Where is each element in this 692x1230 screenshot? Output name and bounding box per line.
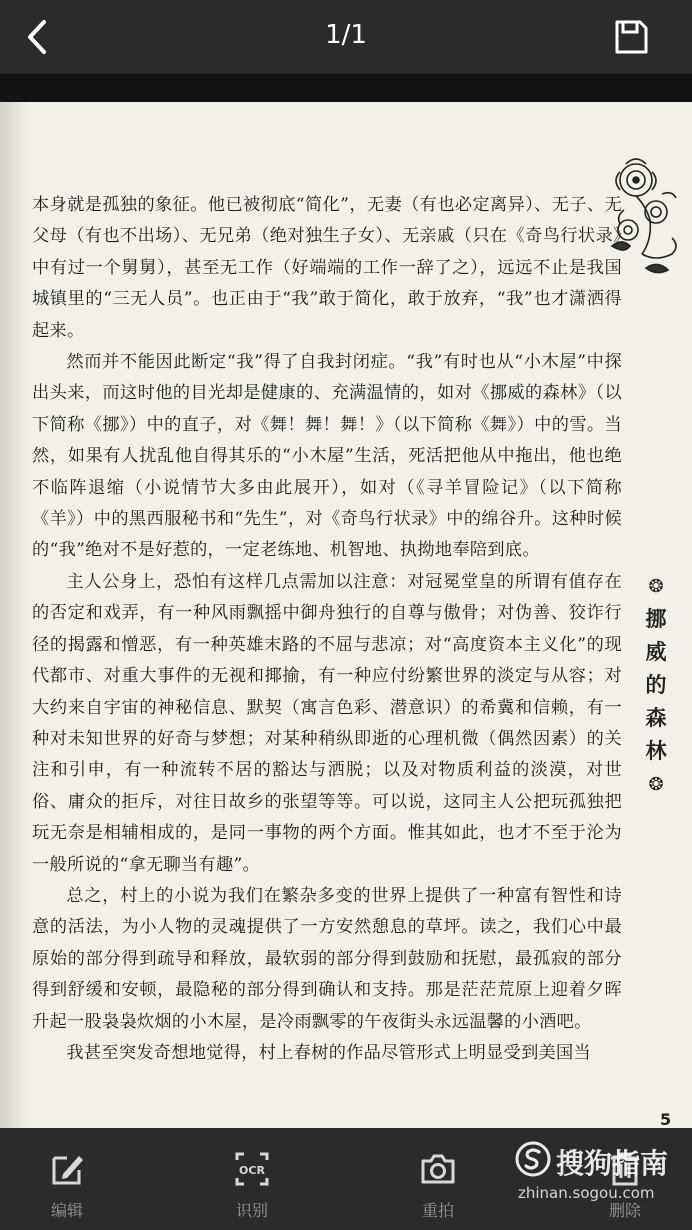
- paragraph: 主人公身上，恐怕有这样几点需加以注意：对冠冕堂皇的所谓有值存在的否定和戏弄，有一种风雨飘摇中御舟独行的自尊与傲骨；对伪善、狡诈行径的揭露和憎恶，有一种英雄末路的不屈与悲凉；对“高度资本主义化”的现代都市、对重大事件的无视和揶揄，有一种应付纷繁世界的淡定与从容；对大约来自宇宙的神秘信息、默契（寓言色彩、潜意识）的希冀和信赖，有一种对未知世界的好奇与梦想；对某种稍纵即逝的心理机微（偶然因素）的关注和引申，有一种流转不居的豁达与洒脱；以及对物质利益的淡漠，对世俗、庸众的拒斥，对往日故乡的张望等等。可以说，这同主人公把玩孤独把玩无奈是相辅相成的，是同一事物的两个方面。惟其如此，也才不至于沦为一般所说的“拿无聊当有趣”。: [32, 571, 622, 875]
- retake-button[interactable]: [393, 1150, 483, 1221]
- ocr-icon-text: OCR: [239, 1164, 265, 1177]
- sogou-watermark: [512, 1140, 692, 1220]
- side-title-char: 挪: [645, 607, 667, 631]
- delete-label: 删除: [608, 1201, 641, 1220]
- ornament-icon: ❂: [648, 576, 664, 597]
- page-number: 5: [660, 1110, 672, 1128]
- page-indicator: 1/1: [325, 20, 367, 50]
- paragraph: 本身就是孤独的象征。他已被彻底“简化”，无妻（有也必定离异）、无子、无父母（有也不出场）、无兄弟（绝对独生子女）、无亲戚（只在《奇鸟行状录》中有过一个舅舅），甚至无工作（好端端的工作一辞了之），远远不止是我国城镇里的“三无人员”。也正由于“我”敢于简化，敢于放弃，“我”也才潇洒得起来。: [32, 195, 622, 341]
- top-bar: [0, 0, 692, 74]
- page-text: [32, 190, 622, 1069]
- sogou-logo-icon: [514, 1140, 552, 1178]
- paragraph: 我甚至突发奇想地觉得，村上春树的作品尽管形式上明显受到美国当: [66, 1042, 592, 1063]
- ocr-label: 识别: [235, 1201, 268, 1220]
- edit-icon: [49, 1150, 85, 1188]
- watermark-brand: 搜狗指南: [556, 1147, 669, 1180]
- camera-icon: [420, 1150, 456, 1188]
- preview-top-margin: [0, 74, 692, 102]
- ocr-icon: [234, 1150, 270, 1188]
- paragraph: 然而并不能因此断定“我”得了自我封闭症。“我”有时也从“小木屋”中探出头来，而这时他的目光却是健康的、充满温情的，如对《挪威的森林》（以下简称《挪》）中的直子，对《舞！舞！舞！》（以下简称《舞》）中的雪。当然，如果有人扰乱他自得其乐的“小木屋”生活，死活把他从中拖出，他也绝不临阵退缩（小说情节大多由此展开），如对（《寻羊冒险记》（以下简称《羊》）中的黑西服秘书和“先生”，对《奇鸟行状录》中的绵谷升。这种时候的“我”绝对不是好惹的，一定老练地、机智地、执拗地奉陪到底。: [32, 352, 622, 561]
- paragraph: 总之，村上的小说为我们在繁杂多变的世界上提供了一种富有智性和诗意的活法，为小人物的灵魂提供了一方安然憩息的草坪。读之，我们心中最原始的部分得到疏导和释放，最软弱的部分得到鼓励和抚慰，最孤寂的部分得到舒缓和安顿，最隐秘的部分得到确认和支持。那是茫茫荒原上迎着夕晖升起一股袅袅炊烟的小木屋，是冷雨飘零的午夜街头永远温馨的小酒吧。: [32, 885, 622, 1032]
- ornament-icon: ❂: [648, 774, 664, 795]
- side-title-char: 林: [645, 739, 667, 763]
- edit-button[interactable]: [22, 1150, 112, 1221]
- side-title-char: 威: [645, 640, 667, 664]
- retake-label: 重拍: [421, 1201, 454, 1220]
- side-title: [640, 570, 672, 801]
- ocr-button[interactable]: [207, 1150, 297, 1221]
- edit-label: 编辑: [50, 1201, 83, 1220]
- scanned-page: [0, 102, 692, 1128]
- page-shadow: [0, 102, 30, 1128]
- save-icon: [612, 18, 650, 56]
- side-title-char: 的: [645, 673, 667, 697]
- watermark-url: zhinan.sogou.com: [518, 1184, 655, 1202]
- side-title-char: 森: [645, 706, 667, 730]
- save-button[interactable]: [612, 18, 650, 56]
